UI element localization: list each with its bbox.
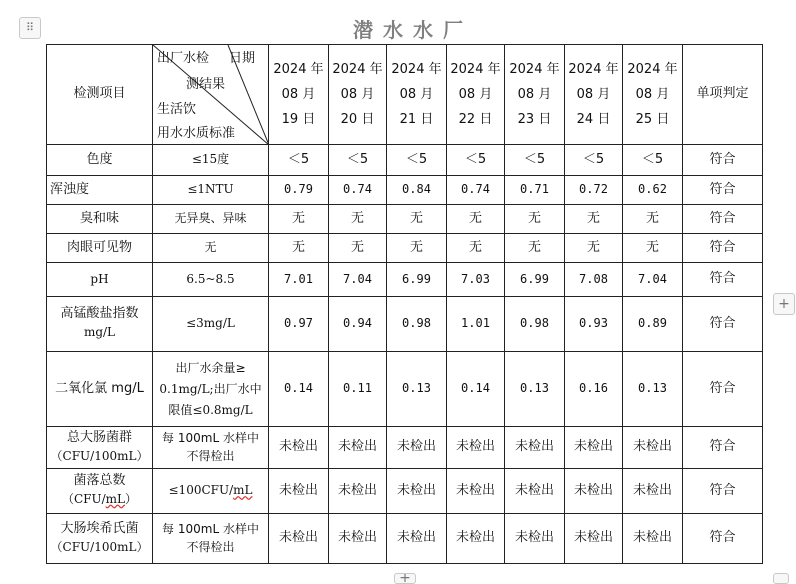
table-row: [47, 297, 763, 352]
value-cell: 未检出: [505, 469, 565, 514]
judgement-cell: 符合: [683, 469, 763, 514]
table-row: [47, 176, 763, 205]
item-cell: pH: [47, 263, 153, 297]
value-cell: 未检出: [623, 427, 683, 469]
judgement-cell: 符合: [683, 263, 763, 297]
judgement-cell: 符合: [683, 205, 763, 234]
item-cell: 肉眼可见物: [47, 234, 153, 263]
table-row: [47, 234, 763, 263]
value-cell: 无: [269, 205, 329, 234]
water-quality-table: [46, 44, 763, 564]
value-cell: 未检出: [269, 427, 329, 469]
table-row: [47, 263, 763, 297]
value-cell: 无: [329, 234, 387, 263]
add-row-plus-icon[interactable]: +: [394, 573, 416, 584]
value-cell: 0.93: [565, 297, 623, 352]
value-cell: 未检出: [623, 514, 683, 564]
value-cell: 0.16: [565, 352, 623, 427]
item-cell: 浑浊度: [47, 176, 153, 205]
value-cell: 7.03: [447, 263, 505, 297]
date-header: 2024 年 08 月 25 日: [623, 45, 683, 145]
standard-cell: 出厂水余量≥ 0.1mg/L;出厂水中 限值≤0.8mg/L: [153, 352, 269, 427]
value-cell: ＜5: [387, 145, 447, 176]
table-row: [47, 145, 763, 176]
standard-cell: 每 100mL 水样中 不得检出: [153, 514, 269, 564]
value-cell: 无: [565, 234, 623, 263]
value-cell: 0.11: [329, 352, 387, 427]
value-cell: 未检出: [269, 514, 329, 564]
value-cell: 未检出: [447, 469, 505, 514]
value-cell: 未检出: [269, 469, 329, 514]
value-cell: 0.14: [269, 352, 329, 427]
value-cell: ＜5: [329, 145, 387, 176]
value-cell: 未检出: [505, 514, 565, 564]
value-cell: 0.13: [623, 352, 683, 427]
value-cell: 未检出: [565, 427, 623, 469]
value-cell: 0.97: [269, 297, 329, 352]
value-cell: 未检出: [387, 469, 447, 514]
value-cell: 未检出: [565, 469, 623, 514]
value-cell: 0.98: [505, 297, 565, 352]
item-header: 检测项目: [47, 45, 153, 145]
judgement-cell: 符合: [683, 297, 763, 352]
value-cell: 无: [623, 205, 683, 234]
value-cell: 无: [387, 205, 447, 234]
value-cell: ＜5: [505, 145, 565, 176]
judgement-cell: 符合: [683, 145, 763, 176]
value-cell: 无: [329, 205, 387, 234]
date-header: 2024 年 08 月 19 日: [269, 45, 329, 145]
value-cell: 无: [447, 205, 505, 234]
value-cell: 未检出: [565, 514, 623, 564]
item-cell: 二氧化氯 mg/L: [47, 352, 153, 427]
value-cell: 7.01: [269, 263, 329, 297]
diagonal-header: [153, 45, 269, 145]
value-cell: 0.89: [623, 297, 683, 352]
value-cell: 未检出: [387, 427, 447, 469]
judgement-cell: 符合: [683, 514, 763, 564]
value-cell: 未检出: [387, 514, 447, 564]
value-cell: 0.84: [387, 176, 447, 205]
value-cell: 7.04: [623, 263, 683, 297]
standard-cell: ≤1NTU: [153, 176, 269, 205]
date-header: 2024 年 08 月 22 日: [447, 45, 505, 145]
value-cell: 无: [387, 234, 447, 263]
item-cell: 大肠埃希氏菌 （CFU/100mL）: [47, 514, 153, 564]
judgement-header: 单项判定: [683, 45, 763, 145]
value-cell: 0.74: [447, 176, 505, 205]
table-row: [47, 352, 763, 427]
judgement-cell: 符合: [683, 176, 763, 205]
value-cell: ＜5: [269, 145, 329, 176]
add-column-plus-icon[interactable]: +: [773, 293, 795, 315]
table-resize-handle-icon[interactable]: [773, 573, 789, 584]
value-cell: 7.08: [565, 263, 623, 297]
value-cell: 6.99: [387, 263, 447, 297]
value-cell: 0.13: [387, 352, 447, 427]
value-cell: 无: [269, 234, 329, 263]
diag-label-bot-b: 用水水质标准: [157, 126, 236, 141]
header-row: [47, 45, 763, 145]
date-header: 2024 年 08 月 21 日: [387, 45, 447, 145]
standard-cell: 6.5~8.5: [153, 263, 269, 297]
value-cell: 未检出: [447, 514, 505, 564]
table-row: [47, 469, 763, 514]
diag-label-top-a: 出厂水检: [157, 51, 210, 66]
value-cell: 未检出: [329, 469, 387, 514]
value-cell: 0.72: [565, 176, 623, 205]
value-cell: 未检出: [505, 427, 565, 469]
standard-cell: ≤3mg/L: [153, 297, 269, 352]
value-cell: 0.94: [329, 297, 387, 352]
standard-cell: ≤100CFU/mL: [153, 469, 269, 514]
date-header: 2024 年 08 月 20 日: [329, 45, 387, 145]
standard-cell: 无异臭、异味: [153, 205, 269, 234]
item-cell: 菌落总数 （CFU/mL）: [47, 469, 153, 514]
item-cell: 色度: [47, 145, 153, 176]
value-cell: 0.13: [505, 352, 565, 427]
value-cell: 无: [623, 234, 683, 263]
standard-cell: 每 100mL 水样中 不得检出: [153, 427, 269, 469]
value-cell: 未检出: [623, 469, 683, 514]
value-cell: 7.04: [329, 263, 387, 297]
item-cell: 总大肠菌群 （CFU/100mL）: [47, 427, 153, 469]
judgement-cell: 符合: [683, 427, 763, 469]
diag-label-top-b: 日期: [229, 51, 256, 66]
value-cell: ＜5: [623, 145, 683, 176]
value-cell: 无: [505, 205, 565, 234]
value-cell: 0.74: [329, 176, 387, 205]
item-cell: 臭和味: [47, 205, 153, 234]
value-cell: 1.01: [447, 297, 505, 352]
value-cell: 无: [505, 234, 565, 263]
diag-label-mid: 测结果: [186, 77, 226, 92]
value-cell: 0.98: [387, 297, 447, 352]
table-row: [47, 205, 763, 234]
value-cell: 未检出: [329, 514, 387, 564]
judgement-cell: 符合: [683, 352, 763, 427]
value-cell: 0.14: [447, 352, 505, 427]
date-header: 2024 年 08 月 23 日: [505, 45, 565, 145]
standard-cell: ≤15度: [153, 145, 269, 176]
table-move-handle-icon[interactable]: ⠿: [19, 17, 41, 39]
table-row: [47, 514, 763, 564]
judgement-cell: 符合: [683, 234, 763, 263]
page-title: 潜水水厂: [353, 18, 473, 42]
diag-label-bot-a: 生活饮: [157, 102, 197, 117]
value-cell: 未检出: [329, 427, 387, 469]
item-cell: 高锰酸盐指数 mg/L: [47, 297, 153, 352]
value-cell: 0.71: [505, 176, 565, 205]
value-cell: 无: [447, 234, 505, 263]
value-cell: 无: [565, 205, 623, 234]
standard-cell: 无: [153, 234, 269, 263]
value-cell: 0.79: [269, 176, 329, 205]
value-cell: 0.62: [623, 176, 683, 205]
value-cell: ＜5: [565, 145, 623, 176]
table-row: [47, 427, 763, 469]
value-cell: 未检出: [447, 427, 505, 469]
date-header: 2024 年 08 月 24 日: [565, 45, 623, 145]
value-cell: ＜5: [447, 145, 505, 176]
value-cell: 6.99: [505, 263, 565, 297]
